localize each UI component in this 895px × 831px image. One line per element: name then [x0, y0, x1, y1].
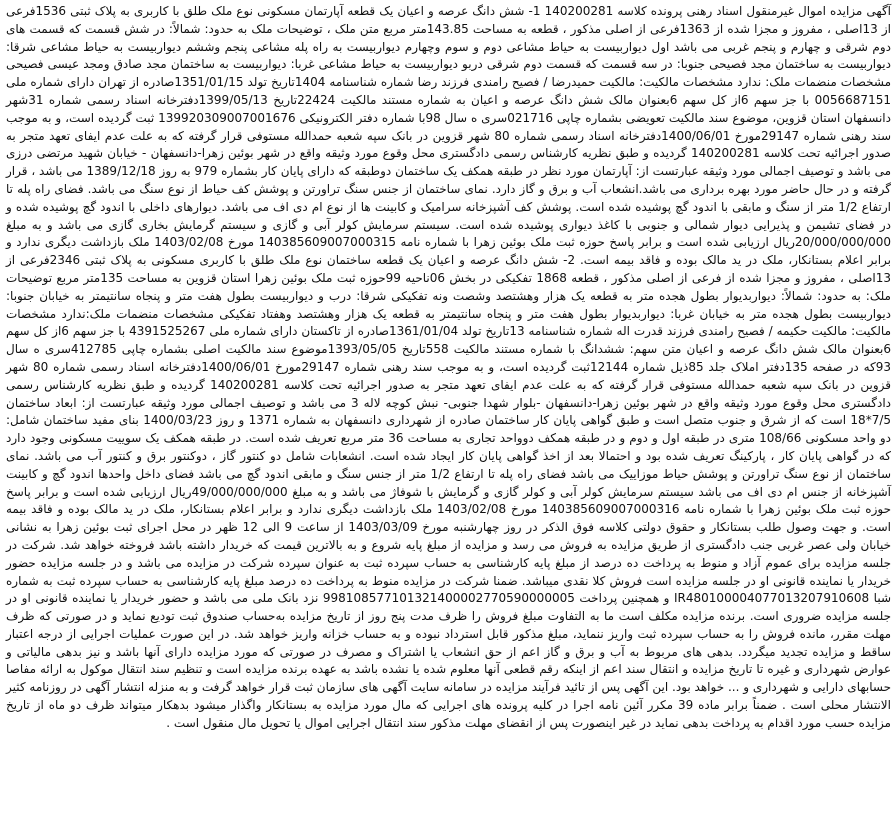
- auction-notice-body: آگهی مزایده اموال غیرمنقول اسناد رهنی پرونده کلاسه 140200281 1- شش دانگ عرصه و اعیان یک قطعه آپارتمان مسکونی نوع ملک طلق با کاربری به پلاک ثبتی 1536فرعی از 13اصلی ، مفروز و مجزا شده از 1363فرعی از اصلی مذکور ، قطعه به مساحت 143.85متر مربع متن ملک ، توضیحات ملک به حدود: شمالاً: در شش قسمت که قسمت های دوم شرقی و چهارم و پنجم غربی می باشد اول دیواربیست به حیاط مشاعی دوم و سوم وچهارم دیواربیست به راه پله مشاعی پنجم وششم دیواربیست به حیاط مشاعی شرقا: دیواربیست به ساختمان مجد فصیحی جنوبا: در سه قسمت که قسمت دوم شرقی دربو دیواربیست به حیاط مشاعی غربا: دیواربیست به ساختمان مجد صادق ومجد عیسی فصیحی مشخصات منضمات ملک: ندارد مشخصات مالکیت: مالکیت حمیدرضا / فصیح رامندی فرزند رضا شماره شناسنامه 1404تاریخ تولد 1351/01/15صادره از تهران دارای شماره ملی 0056687151 با جز سهم 6از کل سهم 6بعنوان مالک شش دانگ عرصه و اعیان به شماره مستند مالکیت 22424تاریخ 1399/05/13دفترخانه اسناد رسمی شماره 31شهر دانسفهان استان قزوین، موضوع سند مالکیت تعویضی بشماره چاپی 021716سری ه سال 98با شماره دفتر الکترونیکی 139920309007001676 ثبت گردیده است، و به موجب سند رهنی شماره 29147مورخ 1400/06/01دفترخانه اسناد رسمی شماره 80 شهر قزوین در بانک سپه شعبه حمدالله مستوفی قرار گرفته که به علت عدم ایفای تعهد متجر به صدور اجرائیه تحت کلاسه 140200281 گردیده و طبق نظریه کارشناس رسمی دادگستری محل وقوع مورد وثیقه واقع در شهر بوئین زهرا-دانسفهان - خیابان شهید مرتضی درزی می باشد و توصیف اجمالی مورد وثیقه عبارتست از: آپارتمان مورد نظر در طبقه همکف یک ساختمان دوطبقه که دارای پایان کار بشماره 979 به روز 1389/12/18 می باشد ، قرار گرفته و در حال حاضر مورد بهره برداری می باشد.انشعاب آب و برق و گاز دارد. نمای ساختمان از جنس سنگ تراورتن و پوشش کف حیاط از نوع سنگ می باشد. فضای راه پله تا ارتفاع 1/2 متر از سنگ و مابقی با اندود گچ پوشیده شده است. پوشش کف آشپزخانه سرامیک و کابینت ها از نوع ام دی اف می باشد. دیوارهای داخلی با اندود گچ پوشیده شده و در فضای تشیمن و پذیرایی دیوار شمالی و جنوبی با کاغذ دیواری پوشیده شده است. سیستم سرمایش کولر آبی و گازی و سیستم گرمایش بخاری گازی می باشد و به مبلغ 20/000/000/000ریال ارزیابی شده است و برابر پاسخ حوزه ثبت ملک بوئین زهرا با شماره نامه 140385609007000315 مورخ 1403/02/08 ملک بازداشت دیگری ندارد و برابر اعلام بستانکار، ملک در ید مالک بوده و فاقد بیمه است. 2- شش دانگ عرصه و اعیان یک قطعه ساختمان نوع ملک طلق با کاربری مسکونی به پلاک ثبتی 2346فرعی از 13اصلی ، مفروز و مجزا شده از فرعی از اصلی مذکور ، قطعه 1868 تفکیکی در بخش 06ناحیه 99حوزه ثبت ملک بوئین زهرا استان قزوین به مساحت 135متر مربع توضیحات ملک: به حدود: شمالاً: دیواربدیوار بطول هجده متر به قطعه یک هزار وهشتصد وشصت ونه تفکیکی شرقا: درب و دیواربیست بطول هفت متر و پنجاه سانتیمتر به خیابان جنوبا: دیواربیست بطول هجده متر به خیابان غربا: دیواربدیوار بطول هفت متر و پنجاه سانتیمتر به قطعه یک هزار وهشتصد وهفتاد تفکیکی مشخصات منضمات ملک:ندارد مشخصات مالکیت: مالکیت حکیمه / فصیح رامندی فرزند قدرت اله شماره شناسنامه 13تاریخ تولد 1361/01/04صادره از تاکستان دارای شماره ملی 4391525267 با جز سهم 6از کل سهم 6بعنوان مالک شش دانگ عرصه و اعیان متن سهم: ششدانگ با شماره مستند مالکیت 558تاریخ 1393/05/05موضوع سند مالکیت اصلی بشماره چاپی 412785سری ه سال 93که در صفحه 135دفتر املاک جلد 85ذیل شماره 12144ثبت گردیده است، و به موجب سند رهنی شماره 29147مورخ 1400/06/01دفترخانه اسناد رسمی شماره 80 شهر قزوین در بانک سپه شعبه حمدالله مستوفی قرار گرفته که به علت عدم ایفای تعهد متجر به صدور اجرائیه تحت کلاسه 140200281 گردیده و طبق نظریه کارشناس رسمی دادگستری محل وقوع مورد وثیقه واقع در شهر بوئین زهرا-دانسفهان -بلوار شهدا جنوبی- نبش کوچه لاله 3 می باشد و توصیف اجمالی مورد وثیقه عبارتست از: ابعاد ساختمان 7/5*18 است که از شرق و جنوب متصل است و طبق گواهی پایان کار ساختمان صادره از شهرداری دانسفهان به شماره 1371 و روز 1400/03/23 بنای مفید ساختمان شامل: دو واحد مسکونی 108/66 متری در طبقه اول و دوم و در طبقه همکف دوواحد تجاری به مساحت 36 متر مربع تعریف شده است. در طبقه همکف یک سوییت مسکونی وجود دارد که در گواهی پایان کار ، پارکینگ تعریف شده بود و احتمالا بعد از اخذ گواهی پایان کار ایجاد شده است. انشعابات شامل دو کنتور گاز ، دوکنتور برق و کنتور آب می باشد. نمای ساختمان از نوع سنگ تراورتن و پوشش حیاط موزاییک می باشد فضای راه پله تا ارتفاع 1/2 متر از جنس سنگ و مابقی اندود گچ می باشد فضای داخل واحدها اندود گچ و کابینت آشپزخانه از جنس ام دی اف می باشد سیستم سرمایش کولر آبی و کولر گازی و گرمایش با شوفاژ می باشد و به مبلغ 49/000/000/000ریال ارزیابی شده است و برابر پاسخ حوزه ثبت ملک بوئین زهرا با شماره نامه 140385609007000316 مورخ 1403/02/08 ملک بازداشت دیگری ندارد و برابر اعلام بستانکار، ملک در ید مالک بوده و فاقد بیمه است. و جهت وصول طلب بستانکار و حقوق دولتی کلاسه فوق الذکر در روز چهارشنبه مورخ 1403/03/09 از ساعت 9 الی 12 ظهر در محل اجرای ثبت بوئین زهرا به نشانی خیابان ولی عصر غربی جنب دادگستری از طریق مزایده به فروش می رسد و مزایده از مبلغ پایه شروع و به بالاترین قیمت که خریدار داشته باشد فروخته خواهد شد. شرکت در جلسه مزایده برای عموم آزاد و منوط به پرداخت ده درصد از مبلغ پایه کارشناسی به حساب سپرده ثبت به عنوان سپرده شرکت در مزایده می باشد و در جلسه مزایده حضور خریدار یا نماینده قانونی او در جلسه مزایده است فروش کلا نقدی میباشد. ضمنا شرکت در مزایده منوط به پرداخت ده درصد مبلغ پایه کارشناسی به حساب سپرده ثبت به شماره شبا IR480100004077013207910608 و همچنین پرداخت 998108577101321400002770590000005 نزد بانک ملی می باشد و حضور خریدار یا نماینده قانونی او در جلسه مزایده ضروری است. برنده مزایده مکلف است ما به التفاوت مبلغ فروش را ظرف مدت پنج روز از تاریخ مزایده به‌حساب صندوق ثبت تودیع نماید و در صورتی که ظرف مهلت مقرر، مانده فروش را به حساب سپرده ثبت واریز ننماید، مبلغ مذکور قابل استرداد نبوده و به حساب خزانه واریز خواهد شد. در این صورت عملیات اجرایی از درجه اعتبار ساقط و مزایده تجدید میگردد. بدهی های مربوط به آب و برق و گاز اعم از حق انشعاب یا اشتراک و مصرف در صورتی که مورد مزایده دارای آنها باشد و نیز بدهی مالیاتی و عوارض شهرداری و غیره تا تاریخ مزایده و انتقال سند اعم از اینکه رقم قطعی آنها معلوم شده یا نشده باشد به عهده برنده مزایده است و تنظیم سند انتقال موکول به ارائه مفاصا حسابهای دارایی و شهرداری و ... خواهد بود. این آگهی پس از تائید فرآیند مزایده در سامانه سایت آگهی های سازمان ثبت قرار خواهد گرفت و به منزله انتشار آگهی در روزنامه کثیر الانتشار محلی است . ضمناً برابر ماده 39 مکرر آئین نامه اجرا در کلیه پرونده های اجرایی که مال مورد مزایده به بستانکار واگذار میشود بدهکار میتواند ظرف دو ماه از تاریخ مزایده حسب مورد اقدام به پرداخت بدهی نماید در غیر اینصورت پس از انقضای مهلت مذکور سند انتقال اجرایی اموال یا تحویل مال منقول است .: [6, 4, 892, 730]
